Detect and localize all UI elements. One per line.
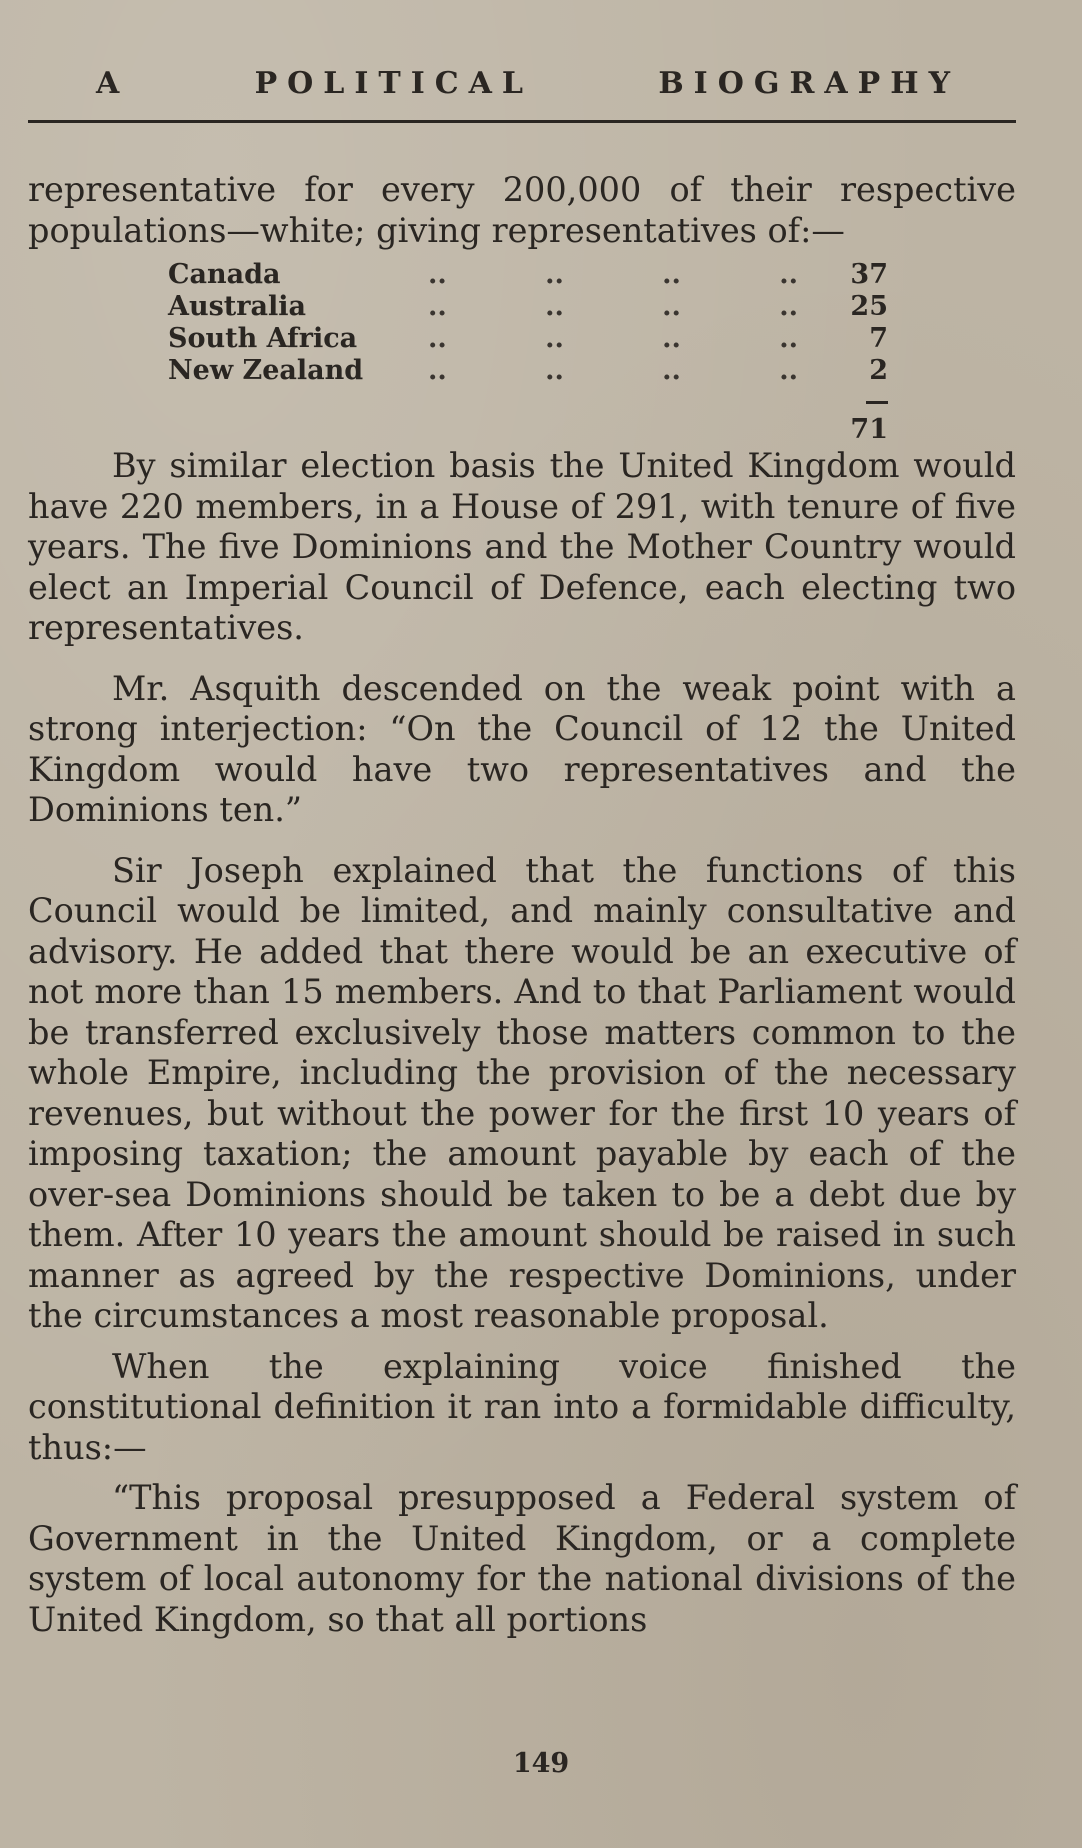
- dot-leader: .. .. .. ..: [428, 323, 798, 354]
- body-paragraph: Sir Joseph explained that the functions of this Council would be limited, and mainly consultative and advisory. He added that there would be an executive of not more than 15 members. And to that Parliament would be transferred exclusively those matters common to the whole Empire, including the provision of the necessary revenues, but without the power for the first 10 years of imposing taxation; the amount payable by each of the over-sea Dominions should be taken to be a debt due by them. After 10 years the amount should be raised in such manner as agreed by the respective Dominions, under the circumstances a most reasonable proposal.: [28, 850, 1016, 1335]
- dominion-name: New Zealand: [168, 355, 364, 386]
- representative-count: 7: [869, 323, 888, 354]
- body-paragraph: “This proposal presupposed a Federal system of Government in the United Kingdom, or a complete system of local autonomy for the national divisions of the United Kingdom, so that all portions: [28, 1478, 1016, 1639]
- representative-count: 25: [850, 291, 888, 322]
- table-row: [168, 323, 888, 355]
- dot-leader: .. .. .. ..: [428, 291, 798, 322]
- dot-leader: .. .. .. ..: [428, 259, 798, 290]
- page-number: 149: [512, 1748, 570, 1779]
- dominion-name: Canada: [168, 259, 281, 290]
- dot-leader: .. .. .. ..: [428, 355, 798, 386]
- dominion-name: South Africa: [168, 323, 358, 354]
- table-total: 71: [850, 414, 888, 445]
- body-paragraph: By similar election basis the United Kingdom would have 220 members, in a House of 291, with tenure of five years. The five Dominions and the Mother Country would elect an Imperial Council of Defence, each electing two representatives.: [28, 446, 1016, 647]
- running-head-word: BIOGRAPHY: [658, 66, 960, 101]
- total-rule: [866, 401, 888, 404]
- intro-paragraph: representative for every 200,000 of their respective populations—white; giving representatives of:—: [28, 170, 1016, 250]
- table-row: [168, 355, 888, 387]
- table-row: [168, 291, 888, 323]
- table-row: [168, 259, 888, 291]
- representative-count: 2: [869, 355, 888, 386]
- body-paragraph: Mr. Asquith descended on the weak point with a strong interjection: “On the Council of 12 the United Kingdom would have two representatives and the Dominions ten.”: [28, 668, 1016, 829]
- page-body: [28, 170, 1016, 1640]
- running-head-word: A: [96, 66, 130, 101]
- dominion-name: Australia: [168, 291, 306, 322]
- representation-table: [168, 259, 888, 446]
- header-rule: [28, 120, 1016, 123]
- running-head-word: POLITICAL: [254, 66, 534, 101]
- body-paragraph: When the explaining voice finished the constitutional definition it ran into a formidable difficulty, thus:—: [28, 1346, 1016, 1467]
- representative-count: 37: [850, 259, 888, 290]
- running-head: [28, 66, 1016, 101]
